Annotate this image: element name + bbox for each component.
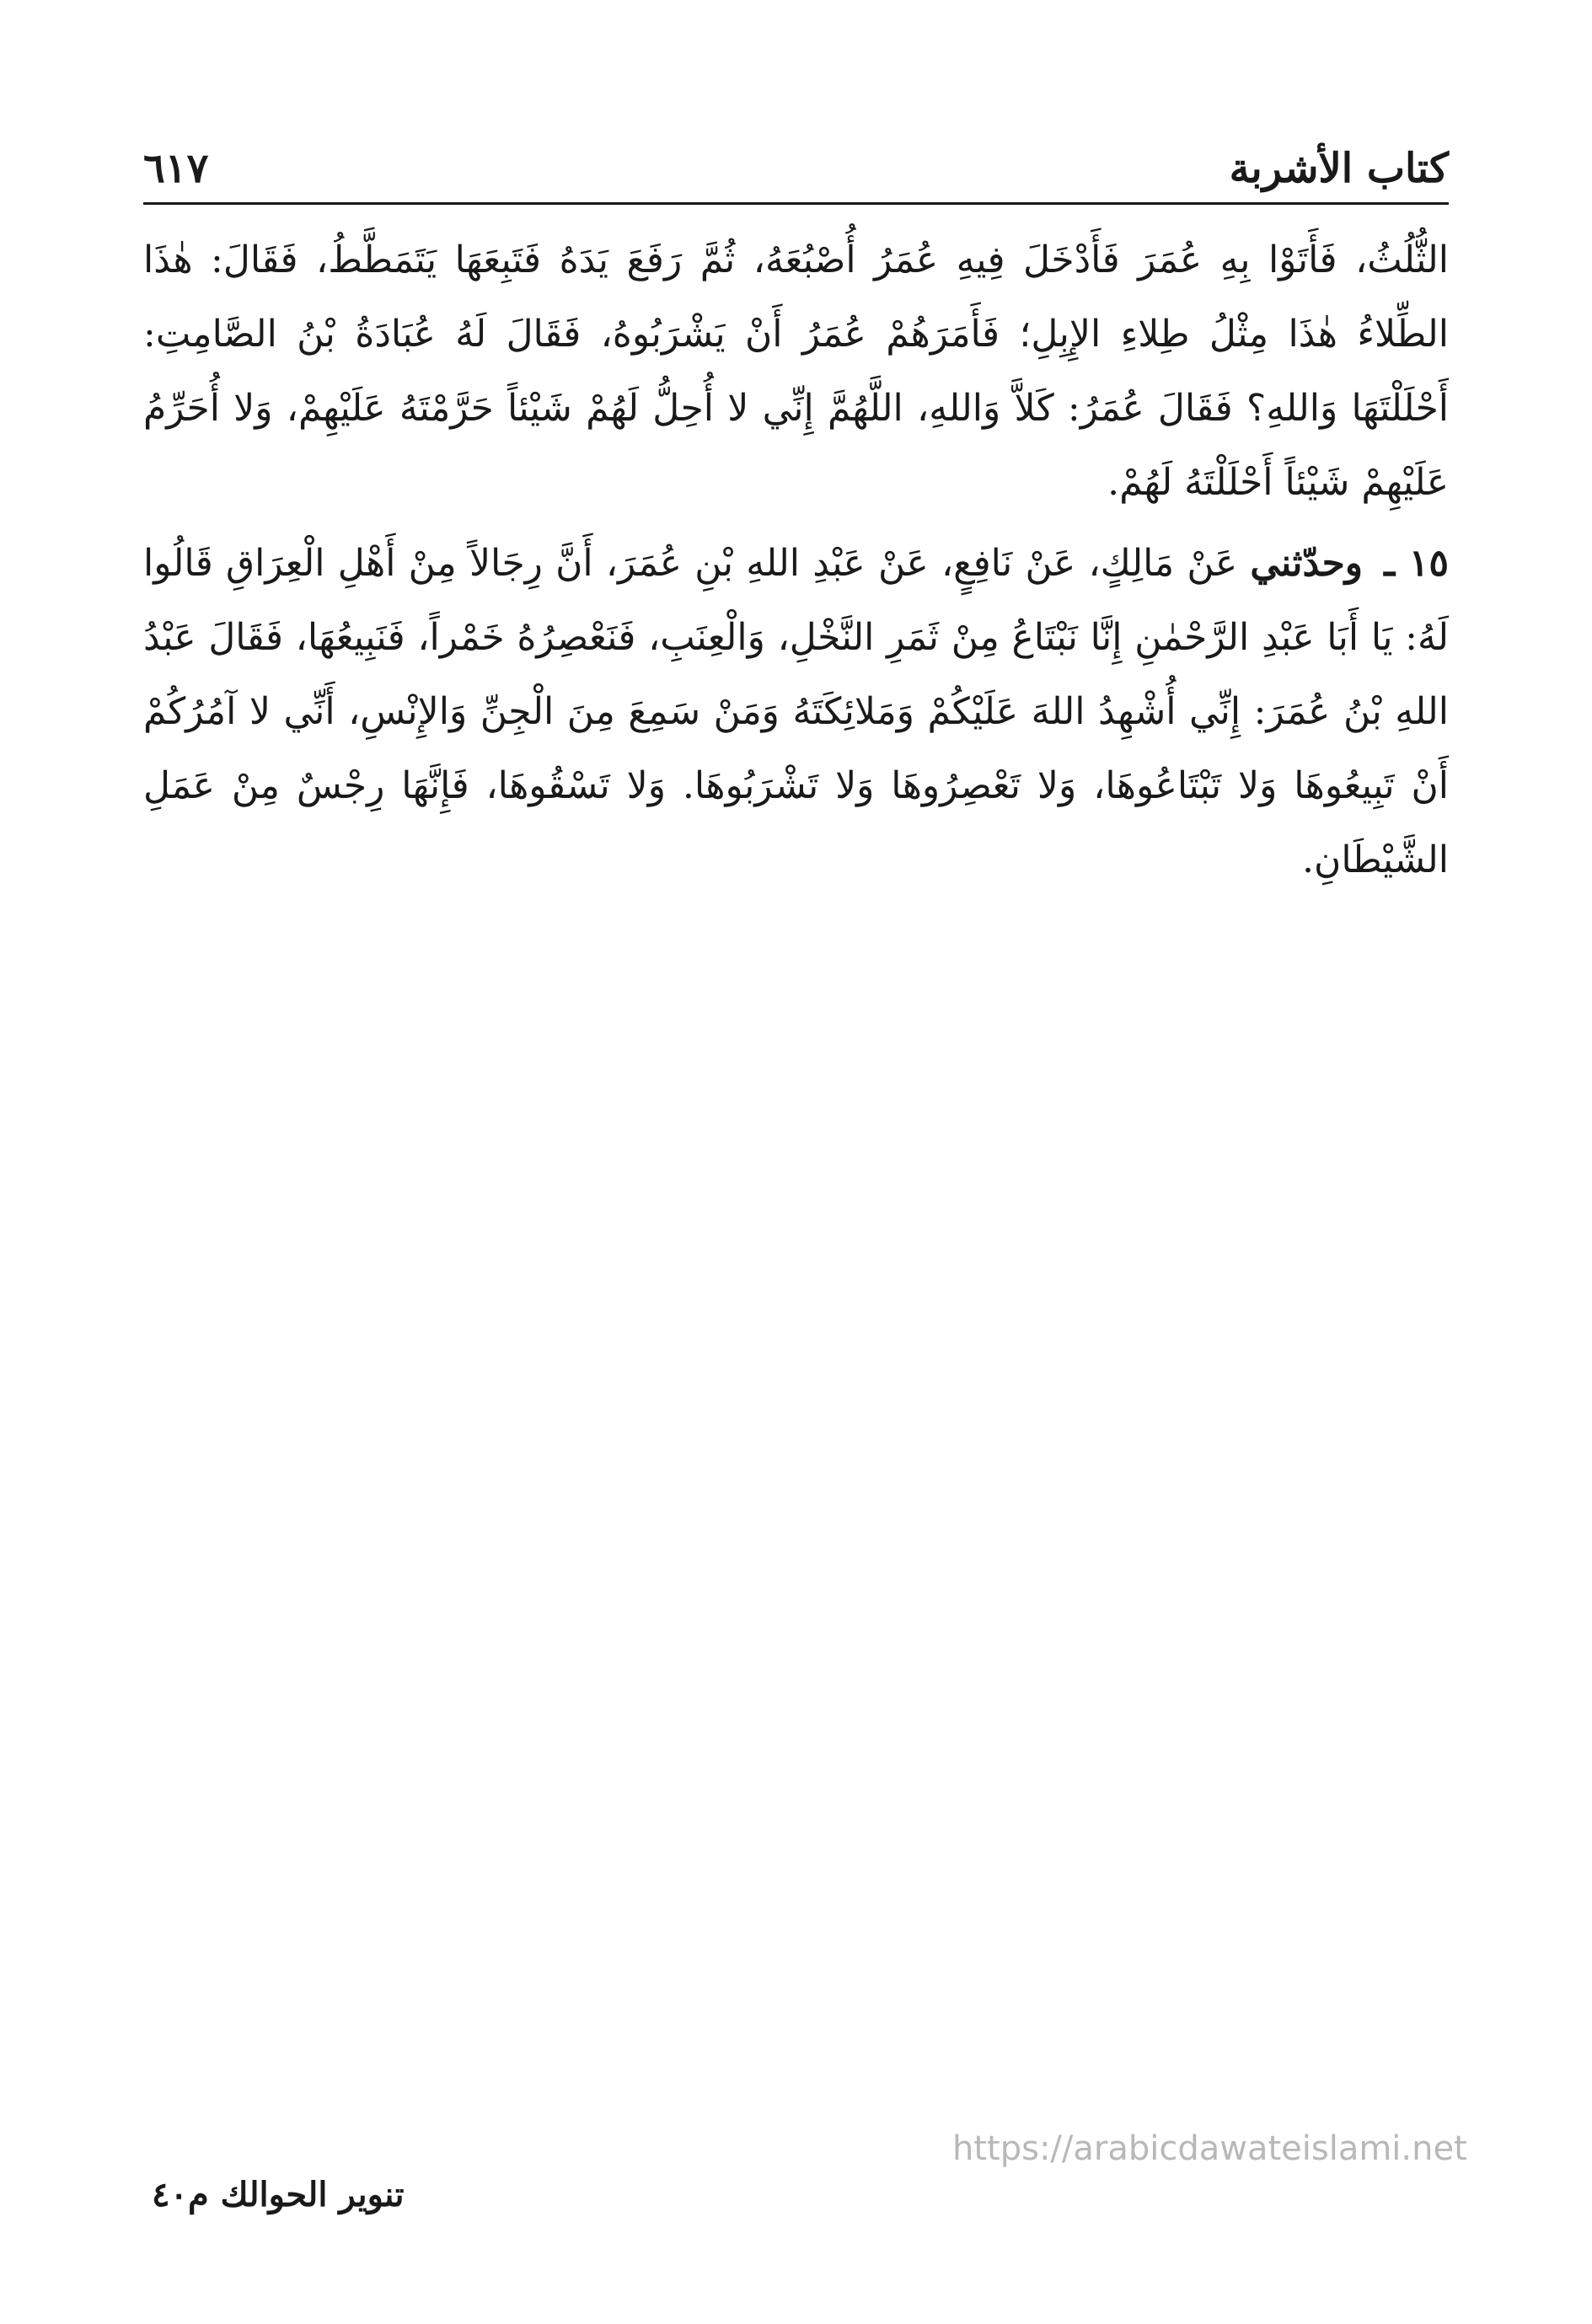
paragraph-continuation [143,223,1449,520]
main-text [143,223,1449,897]
chapter-title: كتاب الأشربة [1229,145,1449,192]
page-header [143,135,1449,202]
hadith-lead-word: وحدّثني [1250,542,1364,585]
header-divider [143,202,1449,205]
paragraph-text: عَنْ مَالِكٍ، عَنْ نَافِعٍ، عَنْ عَبْدِ اللهِ بْنِ عُمَرَ، أَنَّ رِجَالاً مِنْ أَهْلِ الْعِرَاقِ قَالُوا لَهُ: يَا أَبَا عَبْدِ الرَّحْمٰنِ إِنَّا نَبْتَاعُ مِنْ ثَمَرِ النَّخْلِ، وَالْعِنَبِ، فَنَعْصِرُهُ خَمْراً، فَنَبِيعُهَا، فَقَالَ عَبْدُ اللهِ بْنُ عُمَرَ: إِنِّي أُشْهِدُ اللهَ عَلَيْكُمْ وَمَلائِكَتَهُ وَمَنْ سَمِعَ مِنَ الْجِنِّ وَالإِنْسِ، أَنِّي لا آمُرُكُمْ أَنْ تَبِيعُوهَا وَلا تَبْتَاعُوهَا، وَلا تَعْصِرُوهَا وَلا تَشْرَبُوهَا. وَلا تَسْقُوهَا، فَإِنَّهَا رِجْسٌ مِنْ عَمَلِ الشَّيْطَانِ. [143,542,1449,881]
hadith-number: ١٥ ـ [1384,542,1449,585]
signature-mark: تنوير الحوالك م٤٠ [152,2175,405,2214]
watermark-url: https://arabicdawateislami.net [952,2129,1467,2168]
paragraph-hadith-15 [143,527,1449,897]
page-number: ٦١٧ [143,145,209,192]
paragraph-gap [143,520,1449,527]
paragraph-text: الثُّلُثُ، فَأَتَوْا بِهِ عُمَرَ فَأَدْخَلَ فِيهِ عُمَرُ أُصْبُعَهُ، ثُمَّ رَفَعَ يَدَهُ فَتَبِعَهَا يَتَمَطَّطُ، فَقَالَ: هٰذَا الطِّلاءُ هٰذَا مِثْلُ طِلاءِ الإِبِلِ؛ فَأَمَرَهُمْ عُمَرُ أَنْ يَشْرَبُوهُ، فَقَالَ لَهُ عُبَادَةُ بْنُ الصَّامِتِ: أَحْلَلْتَهَا وَاللهِ؟ فَقَالَ عُمَرُ: كَلاَّ وَاللهِ، اللَّهُمَّ إِنِّي لا أُحِلُّ لَهُمْ شَيْئاً حَرَّمْتَهُ عَلَيْهِمْ، وَلا أُحَرِّمُ عَلَيْهِمْ شَيْئاً أَحْلَلْتَهُ لَهُمْ. [143,238,1450,504]
